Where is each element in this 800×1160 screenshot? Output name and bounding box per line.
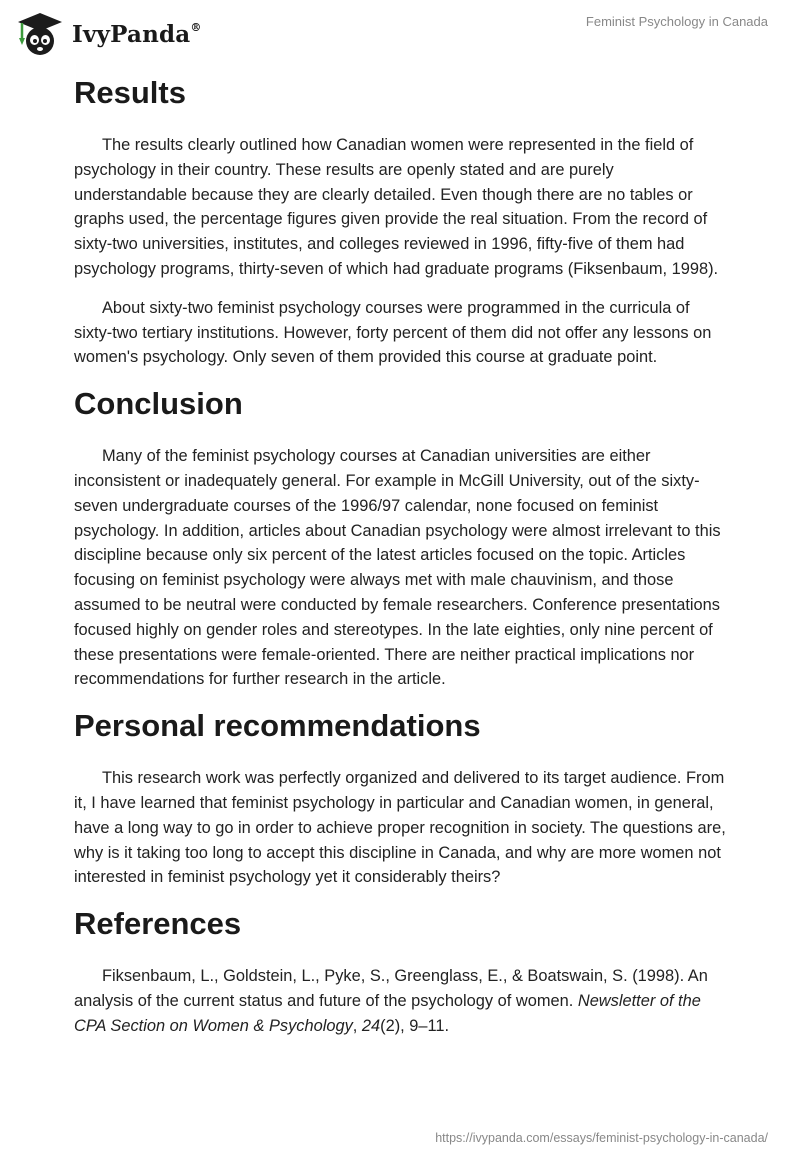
heading-references: References xyxy=(74,906,242,942)
reference-separator: , xyxy=(352,1016,362,1035)
reference-journal: Newsletter of the CPA Section on Women & Psychology xyxy=(74,991,701,1035)
recommendations-paragraph: This research work was perfectly organized and delivered to its target audience. From it, I have learned that feminist psychology in particular and Canadian women, in general, have a long way to go in order to achieve proper recognition in society. The questions are, why is it taking too long to accept this discipline in Canada, and why are more women not interested in feminist psychology yet it considerably theirs? xyxy=(74,769,726,887)
results-paragraph-1: The results clearly outlined how Canadian women were represented in the field of psychology in their country. These results are openly stated and are purely understandable because they are clearly detailed. Even though there are no tables or graphs used, the percentage figures given provide the real situation. From the record of sixty-two universities, institutes, and colleges reviewed in 1996, fifty-five of them had psychology programs, thirty-seven of which had graduate programs (Fiksenbaum, 1998). xyxy=(74,136,719,278)
reference-volume: 24 xyxy=(361,1016,381,1035)
reference-entry xyxy=(74,964,726,1038)
heading-conclusion: Conclusion xyxy=(74,386,243,422)
results-paragraph-2: About sixty-two feminist psychology courses were programmed in the curricula of sixty-two tertiary institutions. However, forty percent of them did not offer any lessons on women's psychology. Only seven of them provided this course at graduate point. xyxy=(74,298,712,367)
document-title: Feminist Psychology in Canada xyxy=(585,14,768,29)
heading-results: Results xyxy=(74,75,186,110)
brand-logo[interactable] xyxy=(14,8,202,60)
source-url[interactable]: https://ivypanda.com/essays/feminist-psychology-in-canada/ xyxy=(435,1131,768,1145)
heading-personal-recommendations: Personal recommendations xyxy=(74,708,481,744)
essay-content xyxy=(74,70,726,1039)
reference-issue-pages: (2), 9–11. xyxy=(380,1016,450,1035)
reference-authors: Fiksenbaum, L., Goldstein, L., Pyke, S., Greenglass, E., & Boatswain, S. (1998). An analysis of the current status and future of the psychology of women. xyxy=(74,967,708,1010)
panda-graduate-icon xyxy=(14,11,66,57)
brand-name: IvyPanda® xyxy=(72,20,202,48)
conclusion-paragraph: Many of the feminist psychology courses at Canadian universities are either inconsistent or inadequately general. For example in McGill University, out of the sixty-seven undergraduate courses of the 1996/97 calendar, none focused on feminist psychology. In addition, articles about Canadian psychology were almost irrelevant to this discipline because only six percent of the latest articles focused on the topic. Articles focusing on feminist psychology were always met with male chauvinism, and those assumed to be neutral were conducted by female researchers. Conference presentations focused highly on gender roles and stereotypes. In the late eighties, only nine percent of these presentations were female-oriented. There are neither practical implications nor recommendations for further research in the article. xyxy=(74,447,721,689)
